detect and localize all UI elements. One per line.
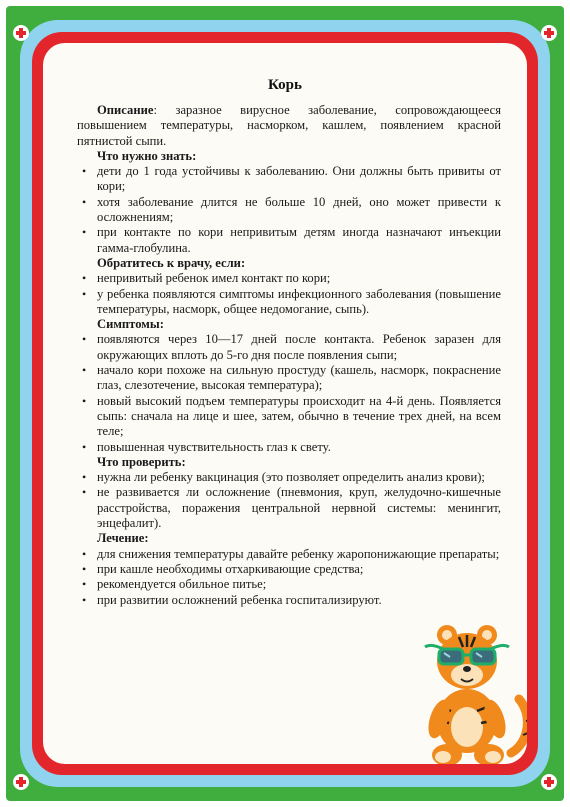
- list-item: • для снижения температуры давайте ребенку жаропонижающие препараты;: [97, 547, 501, 562]
- list-item: • непривитый ребенок имел контакт по кори;: [97, 271, 501, 286]
- list-item: • появляются через 10—17 дней после контакта. Ребенок заразен для окружающих вплоть до 5-го дня после появления сыпи;: [97, 332, 501, 363]
- section-heading-treatment: Лечение:: [97, 531, 149, 546]
- list-item: • не развивается ли осложнение (пневмония, круп, желудочно-кишечные расстройства, поражения центральной нервной системы: менингит, энцефалит).: [97, 485, 501, 531]
- description-label: Описание: [97, 103, 154, 117]
- tiger-cub-with-glasses-illustration: [403, 603, 527, 764]
- section-heading-what-to-check: Что проверить:: [97, 454, 186, 469]
- list-item: • новый высокий подъем температуры происходит на 4-й день. Появляется сыпь: сначала на лице и шее, затем, обычно в течение трех дней, на всем теле;: [97, 394, 501, 440]
- list-item: • при контакте по кори непривитым детям иногда назначают инъекции гамма-глобулина.: [97, 225, 501, 256]
- description-text: : заразное вирусное заболевание, сопровождающееся повышением температуры, насморком, кашлем, появлением красной пятнистой сыпи.: [77, 103, 501, 148]
- list-item: • при кашле необходимы отхаркивающие средства;: [97, 562, 501, 577]
- page-title: Корь: [268, 77, 302, 93]
- list-item: • нужна ли ребенку вакцинация (это позволяет определить анализ крови);: [97, 470, 501, 485]
- document-page: [43, 43, 527, 764]
- red-cross-icon: [13, 774, 29, 790]
- list-item: • при развитии осложнений ребенка госпитализируют.: [97, 593, 501, 608]
- list-what-to-check: [77, 470, 501, 531]
- list-item: • рекомендуется обильное питье;: [97, 577, 501, 592]
- document-body: [77, 103, 501, 608]
- list-item: • дети до 1 года устойчивы к заболеванию. Они должны быть привиты от кори;: [97, 164, 501, 195]
- list-symptoms: [77, 332, 501, 454]
- section-heading-symptoms: Симптомы:: [97, 317, 164, 332]
- list-item: • начало кори похоже на сильную простуду (кашель, насморк, покраснение глаз, слезотечение, высокая температура);: [97, 363, 501, 394]
- list-item: • повышенная чувствительность глаз к свету.: [97, 440, 501, 455]
- red-cross-icon: [13, 25, 29, 41]
- description-paragraph: [77, 103, 501, 149]
- section-heading-see-doctor: Обратитесь к врачу, если:: [97, 255, 246, 270]
- list-see-doctor: [77, 271, 501, 317]
- section-heading-what-to-know: Что нужно знать:: [97, 148, 197, 163]
- list-what-to-know: [77, 164, 501, 256]
- list-treatment: [77, 547, 501, 608]
- list-item: • у ребенка появляются симптомы инфекционного заболевания (повышение температуры, насморк, общее недомогание, сыпь).: [97, 287, 501, 318]
- list-item: • хотя заболевание длится не больше 10 дней, оно может привести к осложнениям;: [97, 195, 501, 226]
- red-cross-icon: [541, 25, 557, 41]
- red-cross-icon: [541, 774, 557, 790]
